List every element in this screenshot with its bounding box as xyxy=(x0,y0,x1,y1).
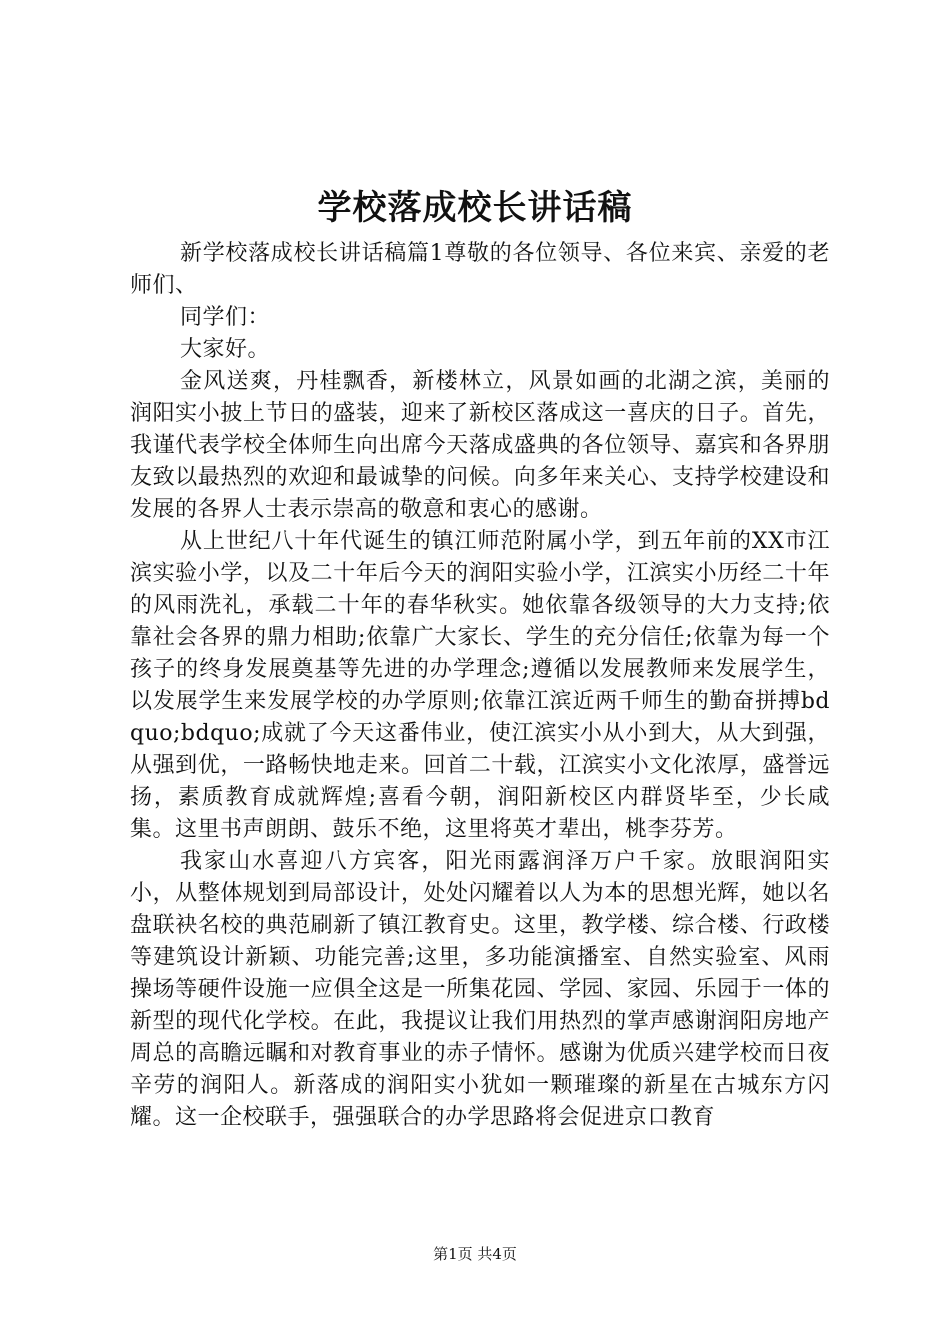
paragraph-4: 金风送爽，丹桂飘香，新楼林立，风景如画的北湖之滨，美丽的润阳实小披上节日的盛装，迎来了新校区落成这一喜庆的日子。首先，我谨代表学校全体师生向出席今天落成盛典的各位领导、嘉宾和各界朋友致以最热烈的欢迎和最诚挚的问候。向多年来关心、支持学校建设和发展的各界人士表示崇高的敬意和衷心的感谢。 xyxy=(130,369,830,522)
paragraph-3: 大家好。 xyxy=(180,337,271,362)
document-title: 学校落成校长讲话稿 xyxy=(317,188,633,228)
page-number-footer: 第1页 共4页 xyxy=(433,1245,517,1263)
paragraph-6: 我家山水喜迎八方宾客，阳光雨露润泽万户千家。放眼润阳实小，从整体规划到局部设计，处处闪耀着以人为本的思想光辉，她以名盘联袂名校的典范刷新了镇江教育史。这里，教学楼、综合楼、行政楼等建筑设计新颖、功能完善;这里，多功能演播室、自然实验室、风雨操场等硬件设施一应俱全这是一所集花园、学园、家园、乐园于一体的新型的现代化学校。在此，我提议让我们用热烈的掌声感谢润阳房地产周总的高瞻远瞩和对教育事业的赤子情怀。感谢为优质兴建学校而日夜辛劳的润阳人。新落成的润阳实小犹如一颗璀璨的新星在古城东方闪耀。这一企校联手，强强联合的办学思路将会促进京口教育 xyxy=(130,849,830,1130)
paragraph-2: 同学们： xyxy=(180,305,271,330)
document-body xyxy=(130,238,830,1134)
paragraph-1: 新学校落成校长讲话稿篇1尊敬的各位领导、各位来宾、亲爱的老师们、 xyxy=(130,241,830,298)
paragraph-5: 从上世纪八十年代诞生的镇江师范附属小学，到五年前的XX市江滨实验小学，以及二十年后今天的润阳实验小学，江滨实小历经二十年的风雨洗礼，承载二十年的春华秋实。她依靠各级领导的大力支持;依靠社会各界的鼎力相助;依靠广大家长、学生的充分信任;依靠为每一个孩子的终身发展奠基等先进的办学理念;遵循以发展教师来发展学生，以发展学生来发展学校的办学原则;依靠江滨近两千师生的勤奋拼搏bdquo;bdquo;成就了今天这番伟业，使江滨实小从小到大，从大到强，从强到优，一路畅快地走来。回首二十载，江滨实小文化浓厚，盛誉远扬，素质教育成就辉煌;喜看今朝，润阳新校区内群贤毕至，少长咸集。这里书声朗朗、鼓乐不绝，这里将英才辈出，桃李芬芳。 xyxy=(130,529,830,842)
